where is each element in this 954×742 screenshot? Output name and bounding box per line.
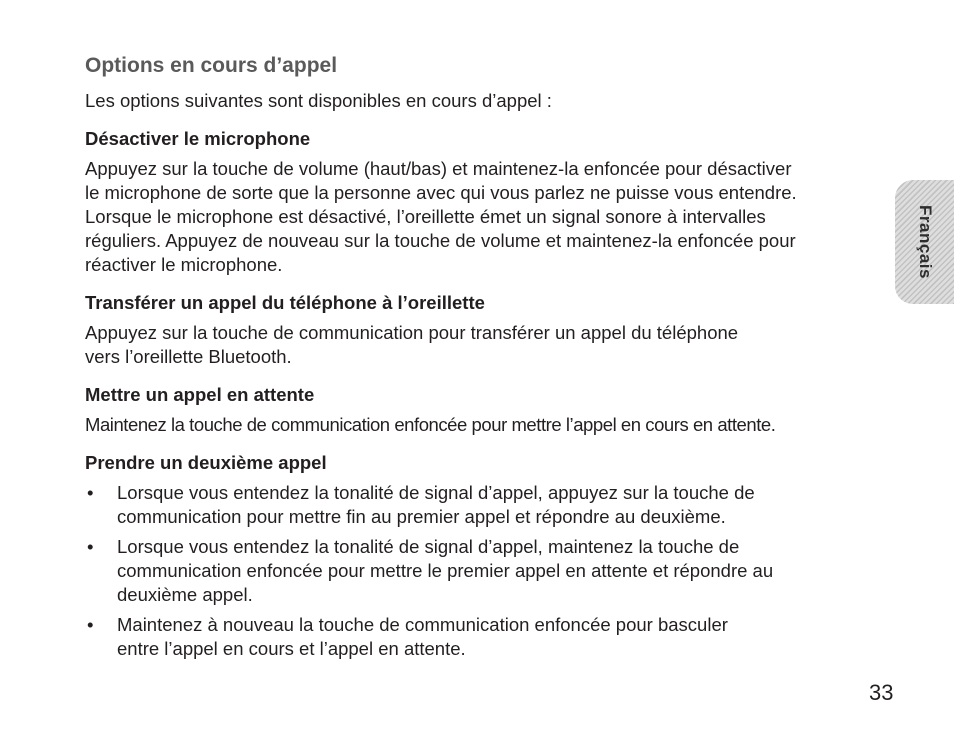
text-line: Lorsque le microphone est désactivé, l’oreillette émet un signal sonore à intervalles [85,206,766,227]
language-tab [895,180,954,304]
section-title: Options en cours d’appel [85,54,338,77]
text-line: réactiver le microphone. [85,254,283,275]
hold-heading: Mettre un appel en attente [85,384,315,405]
bullet-icon: • [87,536,94,557]
text-line: communication pour mettre fin au premier appel et répondre au deuxième. [117,506,726,527]
page-number: 33 [869,680,894,705]
text-line: communication enfoncée pour mettre le premier appel en attente et répondre au [117,560,774,581]
text-line: le microphone de sorte que la personne avec qui vous parlez ne puisse vous entendre. [85,182,797,203]
list-item [85,613,875,661]
bullet-icon: • [87,482,94,503]
text-line: Lorsque vous entendez la tonalité de signal d’appel, appuyez sur la touche de [117,482,755,503]
text-line: deuxième appel. [117,584,253,605]
text-line: Appuyez sur la touche de communication pour transférer un appel du téléphone [85,322,739,343]
transfer-heading: Transférer un appel du téléphone à l’oreillette [85,292,485,313]
text-line: Lorsque vous entendez la tonalité de signal d’appel, maintenez la touche de [117,536,740,557]
text-line: Appuyez sur la touche de volume (haut/bas) et maintenez-la enfoncée pour désactiver [85,158,792,179]
transfer-paragraph [85,321,875,369]
bullet-icon: • [87,614,94,635]
text-line: Maintenez à nouveau la touche de communication enfoncée pour basculer [117,614,728,635]
section-intro: Les options suivantes sont disponibles en cours d’appel : [85,90,552,111]
text-line: entre l’appel en cours et l’appel en attente. [117,638,466,659]
mute-heading: Désactiver le microphone [85,128,311,149]
text-line: réguliers. Appuyez de nouveau sur la touche de volume et maintenez-la enfoncée pour [85,230,796,251]
list-item [85,481,875,529]
mute-paragraph [85,157,875,277]
manual-page-content [85,52,875,667]
second-call-heading: Prendre un deuxième appel [85,452,327,473]
list-item [85,535,875,607]
hold-paragraph: Maintenez la touche de communication enfoncée pour mettre l’appel en cours en attente. [85,414,776,435]
second-call-list [85,481,875,661]
language-tab-label: Français [915,205,935,279]
text-line: vers l’oreillette Bluetooth. [85,346,292,367]
